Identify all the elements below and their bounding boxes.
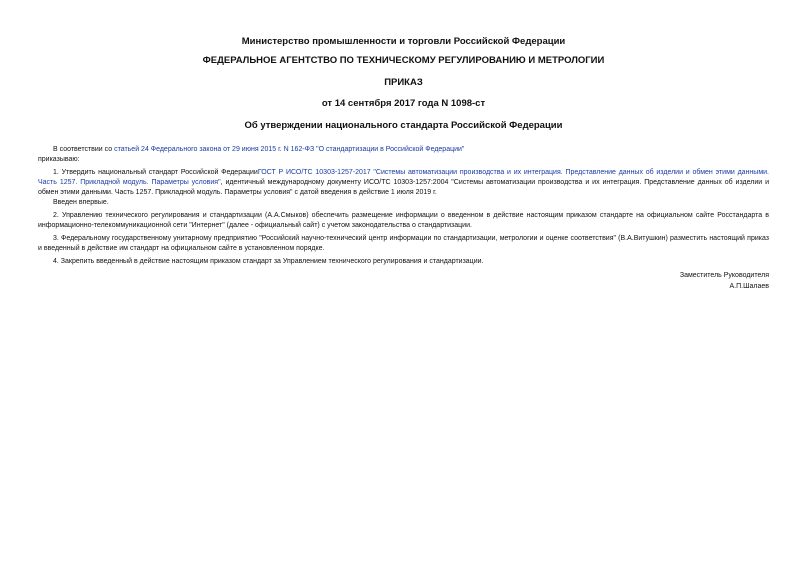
gost-standard-link[interactable]: ГОСТ Р ИСО/ТС 10303-1257-2017 "Системы автоматизации производства и их интеграция. Представление данных об изделии и обмен этими данными. Часть 1257. Прикладной модуль. Параметры условия"	[38, 169, 769, 186]
document-date-number: от 14 сентября 2017 года N 1098-ст	[321, 98, 486, 109]
item-1-prefix: 1. Утвердить национальный стандарт Российской Федерации	[53, 169, 258, 176]
item-2: 2. Управлению технического регулирования и стандартизации (А.А.Смыков) обеспечить размещение информации о введенном в действие настоящим приказом стандарте на официальном сайте Росстандарта в информационно-телекоммуникационной сети "Интернет" (далее - официальный сайт) с учетом законодательства о стандартизации.	[38, 212, 769, 229]
ministry-name: Министерство промышленности и торговли Российской Федерации	[241, 36, 566, 47]
signature-block	[38, 271, 769, 292]
preamble-prefix: В соответствии со	[53, 146, 115, 153]
preamble	[38, 145, 769, 155]
item-1-suffix: , идентичный международному документу ИСО/ТС 10303-1257:2004 "Системы автоматизации производства и их интеграция. Представление данных об изделии и обмен этими данными. Часть 1257. Прикладной модуль. Параметры условия" с датой введения в действие 1 июля 2019 г.	[38, 179, 769, 196]
federal-law-link[interactable]: статьей 24 Федерального закона от 29 июня 2015 г. N 162-ФЗ "О стандартизации в Российской Федерации"	[114, 146, 465, 153]
signature-name: А.П.Шалаев	[729, 283, 769, 290]
signature-position: Заместитель Руководителя	[679, 272, 769, 279]
item-1	[38, 168, 769, 198]
document-body	[38, 145, 769, 267]
document-subject: Об утверждении национального стандарта Российской Федерации	[244, 120, 563, 131]
order-word: приказываю:	[38, 156, 80, 163]
item-3: 3. Федеральному государственному унитарному предприятию "Российский научно-технический центр информации по стандартизации, метрологии и оценке соответствия" (В.А.Витушкин) разместить настоящий приказ и введенный в действие им стандарт на официальном сайте в установленном порядке.	[38, 235, 769, 252]
item-4: 4. Закрепить введенный в действие настоящим приказом стандарт за Управлением технического регулирования и стандартизации.	[53, 258, 484, 265]
document-type: ПРИКАЗ	[384, 77, 423, 88]
introduced-first-time: Введен впервые.	[53, 199, 109, 206]
agency-name: ФЕДЕРАЛЬНОЕ АГЕНТСТВО ПО ТЕХНИЧЕСКОМУ РЕГУЛИРОВАНИЮ И МЕТРОЛОГИИ	[202, 55, 605, 66]
